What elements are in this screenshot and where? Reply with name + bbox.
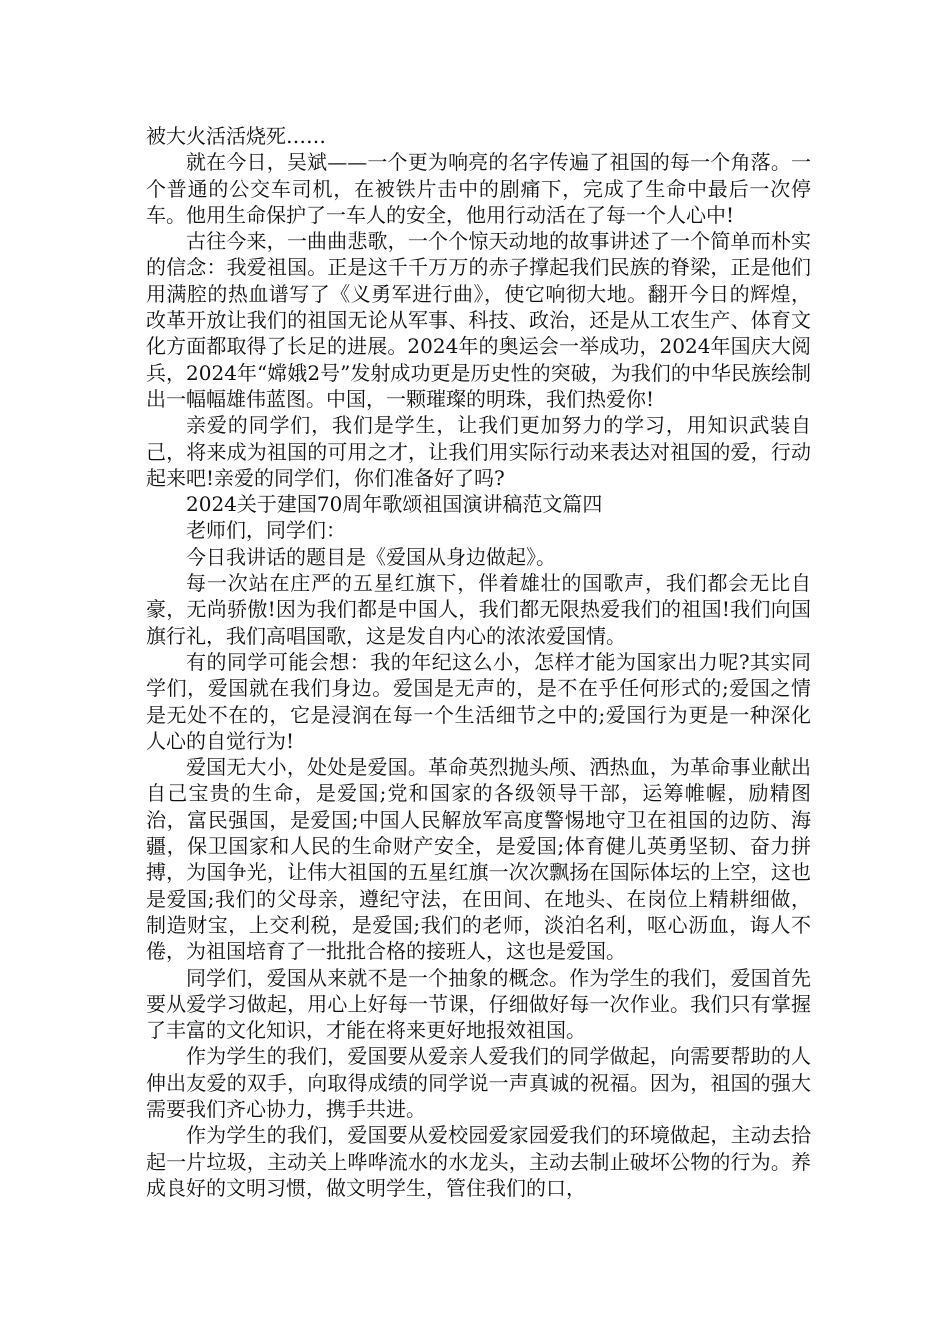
paragraph: 亲爱的同学们，我们是学生，让我们更加努力的学习，用知识武装自己，将来成为祖国的可用之才，让我们用实际行动来表达对祖国的爱，行动起来吧!亲爱的同学们，你们准备好了吗?	[146, 413, 811, 490]
paragraph: 作为学生的我们，爱国要从爱校园爱家园爱我们的环境做起，主动去拾起一片垃圾，主动关上哗哗流水的水龙头，主动去制止破坏公物的行为。养成良好的文明习惯，做文明学生，管住我们的口，	[146, 1123, 811, 1200]
paragraph: 每一次站在庄严的五星红旗下，伴着雄壮的国歌声，我们都会无比自豪，无尚骄傲!因为我们都是中国人，我们都无限热爱我们的祖国!我们向国旗行礼，我们高唱国歌，这是发自内心的浓浓爱国情。	[146, 571, 811, 648]
paragraph: 爱国无大小，处处是爱国。革命英烈抛头颅、洒热血，为革命事业献出自己宝贵的生命，是爱国;党和国家的各级领导干部，运筹帷幄，励精图治，富民强国，是爱国;中国人民解放军高度警惕地守卫在祖国的边防、海疆，保卫国家和人民的生命财产安全，是爱国;体育健儿英勇坚韧、奋力拼搏，为国争光，让伟大祖国的五星红旗一次次飘扬在国际体坛的上空，这也是爱国;我们的父母亲，遵纪守法，在田间、在地头、在岗位上精耕细做，制造财宝，上交利税，是爱国;我们的老师，淡泊名利，呕心沥血，诲人不倦，为祖国培育了一批批合格的接班人，这也是爱国。	[146, 755, 811, 964]
salutation: 老师们，同学们：	[186, 518, 346, 543]
section-heading: 2024关于建国70周年歌颂祖国演讲稿范文篇四	[186, 492, 603, 517]
paragraph: 今日我讲话的题目是《爱国从身边做起》。	[186, 544, 556, 569]
paragraph: 古往今来，一曲曲悲歌，一个个惊天动地的故事讲述了一个简单而朴实的信念：我爱祖国。正是这千千万万的赤子撑起我们民族的脊梁，正是他们用满腔的热血谱写了《义勇军进行曲》，使它响彻大地。翻开今日的辉煌，改革开放让我们的祖国无论从军事、科技、政治，还是从工农生产、体育文化方面都取得了长足的进展。2024年的奥运会一举成功，2024年国庆大阅兵，2024年“嫦娥2号”发射成功更是历史性的突破，为我们的中华民族绘制出一幅幅雄伟蓝图。中国，一颗璀璨的明珠，我们热爱你!	[146, 229, 811, 411]
paragraph: 就在今日，吴斌——一个更为响亮的名字传遍了祖国的每一个角落。一个普通的公交车司机，在被铁片击中的剧痛下，完成了生命中最后一次停车。他用生命保护了一车人的安全，他用行动活在了每一个人心中!	[146, 150, 811, 227]
paragraph: 作为学生的我们，爱国要从爱亲人爱我们的同学做起，向需要帮助的人伸出友爱的双手，向取得成绩的同学说一声真诚的祝福。因为，祖国的强大需要我们齐心协力，携手共进。	[146, 1044, 811, 1121]
document-body	[146, 123, 811, 1201]
paragraph: 被大火活活烧死……	[146, 124, 326, 148]
paragraph: 有的同学可能会想：我的年纪这么小，怎样才能为国家出力呢?其实同学们，爱国就在我们身边。爱国是无声的，是不在乎任何形式的;爱国之情是无处不在的，它是浸润在每一个生活细节之中的;爱国行为更是一种深化人心的自觉行为!	[146, 649, 811, 753]
paragraph: 同学们，爱国从来就不是一个抽象的概念。作为学生的我们，爱国首先要从爱学习做起，用心上好每一节课，仔细做好每一次作业。我们只有掌握了丰富的文化知识，才能在将来更好地报效祖国。	[146, 965, 811, 1043]
